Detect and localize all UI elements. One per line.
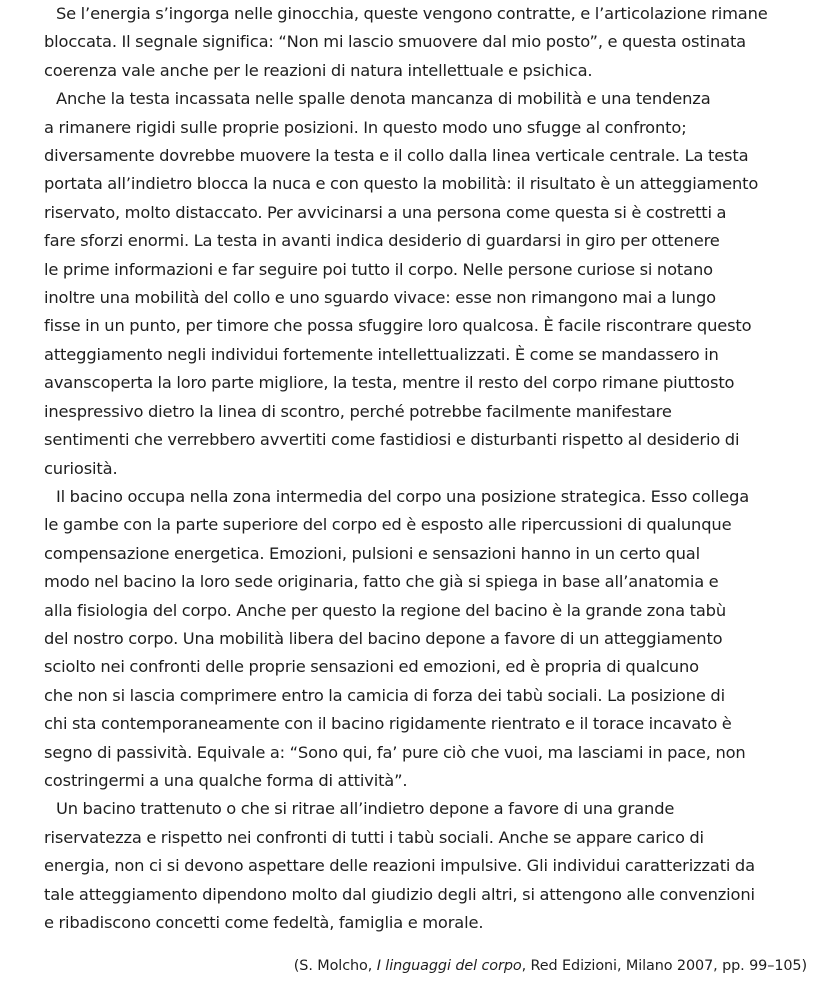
- text-line: portata all’indietro blocca la nuca e con questo la mobilità: il risultato è un atteggiamento: [44, 174, 759, 194]
- text-line: compensazione energetica. Emozioni, pulsioni e sensazioni hanno in un certo qual: [44, 543, 700, 563]
- text-line: a rimanere rigidi sulle proprie posizioni. In questo modo uno sfugge al confronto;: [44, 117, 687, 137]
- text-line: che non si lascia comprimere entro la camicia di forza dei tabù sociali. La posizione di: [44, 685, 725, 705]
- text-line: curiosità.: [44, 458, 118, 478]
- text-line: costringermi a una qualche forma di attività”.: [44, 770, 408, 790]
- text-line: tale atteggiamento dipendono molto dal giudizio degli altri, si attengono alle convenzioni: [44, 884, 755, 904]
- text-line: Un bacino trattenuto o che si ritrae all’indietro depone a favore di una grande: [56, 799, 675, 819]
- text-line: le gambe con la parte superiore del corpo ed è esposto alle ripercussioni di qualunque: [44, 515, 732, 535]
- text-line: fare sforzi enormi. La testa in avanti indica desiderio di guardarsi in giro per ottenere: [44, 231, 720, 251]
- paragraph-knees: [44, 0, 810, 85]
- text-line: modo nel bacino la loro sede originaria, fatto che già si spiega in base all’anatomia e: [44, 572, 719, 592]
- text-line: segno di passività. Equivale a: “Sono qui, fa’ pure ciò che vuoi, ma lasciami in pace, non: [44, 742, 746, 762]
- citation-suffix: , Red Edizioni, Milano 2007, pp. 99–105): [521, 958, 807, 974]
- text-line: Il bacino occupa nella zona intermedia del corpo una posizione strategica. Esso collega: [56, 486, 750, 506]
- text-line: diversamente dovrebbe muovere la testa e il collo dalla linea verticale centrale. La testa: [44, 146, 749, 166]
- document-body: [44, 0, 810, 937]
- citation-title: I linguaggi del corpo: [376, 958, 522, 974]
- text-line: bloccata. Il segnale significa: “Non mi lascio smuovere dal mio posto”, e questa ostinata: [44, 32, 747, 52]
- text-line: chi sta contemporaneamente con il bacino rigidamente rientrato e il torace incavato è: [44, 714, 732, 734]
- text-line: coerenza vale anche per le reazioni di natura intellettuale e psichica.: [44, 60, 593, 80]
- paragraph-pelvis: [44, 483, 810, 795]
- source-citation: [294, 956, 807, 976]
- text-line: le prime informazioni e far seguire poi tutto il corpo. Nelle persone curiose si notano: [44, 259, 713, 279]
- text-line: alla fisiologia del corpo. Anche per questo la regione del bacino è la grande zona tabù: [44, 600, 727, 620]
- text-line: Anche la testa incassata nelle spalle denota mancanza di mobilità e una tendenza: [56, 89, 711, 109]
- citation-prefix: (S. Molcho,: [293, 958, 377, 974]
- text-line: del nostro corpo. Una mobilità libera del bacino depone a favore di un atteggiamento: [44, 628, 723, 648]
- text-line: fisse in un punto, per timore che possa sfuggire loro qualcosa. È facile riscontrare questo: [44, 316, 752, 336]
- text-line: e ribadiscono concetti come fedeltà, famiglia e morale.: [44, 913, 484, 932]
- text-line: inespressivo dietro la linea di scontro, perché potrebbe facilmente manifestare: [44, 401, 672, 421]
- text-line: atteggiamento negli individui fortemente intellettualizzati. È come se mandassero in: [44, 344, 719, 364]
- text-line: energia, non ci si devono aspettare delle reazioni impulsive. Gli individui caratterizzati da: [44, 856, 755, 876]
- paragraph-head: [44, 85, 810, 483]
- text-line: sciolto nei confronti delle proprie sensazioni ed emozioni, ed è propria di qualcuno: [44, 657, 699, 677]
- text-line: riservatezza e rispetto nei confronti di tutti i tabù sociali. Anche se appare carico di: [44, 827, 704, 847]
- text-line: sentimenti che verrebbero avvertiti come fastidiosi e disturbanti rispetto al desiderio di: [44, 430, 740, 450]
- text-line: riservato, molto distaccato. Per avvicinarsi a una persona come questa si è costretti a: [44, 202, 727, 222]
- paragraph-pelvis-retracted: [44, 795, 810, 937]
- text-line: avanscoperta la loro parte migliore, la testa, mentre il resto del corpo rimane piuttosto: [44, 373, 735, 393]
- text-line: inoltre una mobilità del collo e uno sguardo vivace: esse non rimangono mai a lungo: [44, 288, 716, 308]
- text-line: Se l’energia s’ingorga nelle ginocchia, queste vengono contratte, e l’articolazione rimane: [56, 4, 768, 23]
